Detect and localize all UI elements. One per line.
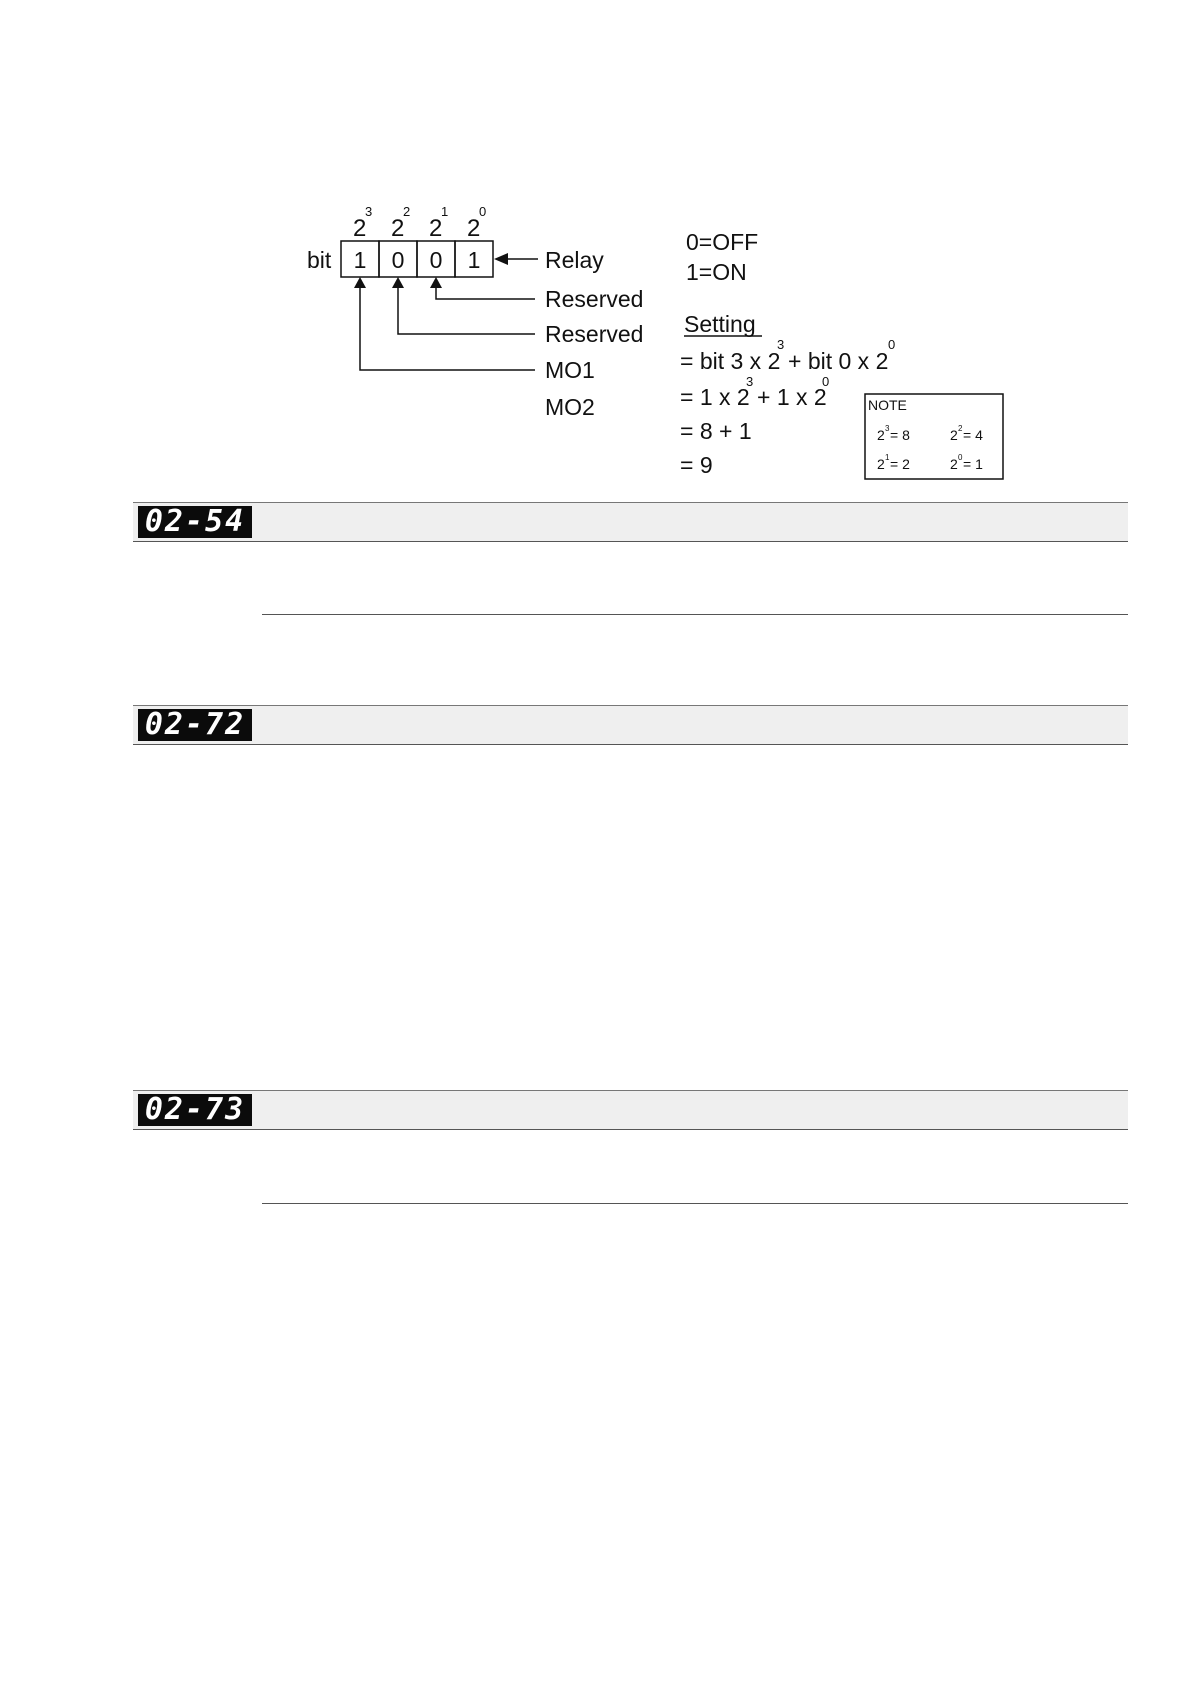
- setting-title: Setting: [684, 311, 756, 337]
- setting-line-3: = 8 + 1: [680, 418, 752, 444]
- power-base: 2: [467, 215, 481, 242]
- bit-setting-diagram: [0, 0, 1190, 500]
- setting-exponent: 3: [746, 374, 754, 389]
- power-base: 2: [353, 215, 367, 242]
- note-base: 2: [877, 456, 885, 472]
- parameter-header-02-54: [133, 502, 1128, 542]
- setting-line-2a: = 1 x 2: [680, 384, 750, 410]
- setting-line-1b: + bit 0 x 2: [788, 348, 889, 374]
- note-base: 2: [950, 427, 958, 443]
- note-value: = 8: [890, 427, 910, 443]
- arrow-head: [392, 277, 404, 288]
- power-exponent: 1: [441, 204, 449, 219]
- arrow-head: [430, 277, 442, 288]
- setting-line-4: = 9: [680, 452, 713, 478]
- power-exponent: 2: [403, 204, 411, 219]
- bit-value: 0: [429, 247, 443, 273]
- power-base: 2: [391, 215, 405, 242]
- arrow-head: [354, 277, 366, 288]
- reserved-1-line: [436, 287, 535, 299]
- connector-lines: [360, 259, 538, 370]
- parameter-header-02-72: [133, 705, 1128, 745]
- setting-line-2b: + 1 x 2: [757, 384, 827, 410]
- bit-label: bit: [307, 247, 332, 273]
- setting-exponent: 3: [777, 337, 785, 352]
- legend-off: 0=OFF: [686, 229, 759, 255]
- arrow-head: [494, 253, 508, 265]
- note-exponent: 1: [885, 453, 890, 462]
- parameter-code: 02-54: [138, 506, 252, 538]
- section-divider: [262, 1203, 1128, 1204]
- reserved-label: Reserved: [545, 321, 644, 347]
- parameter-code: 02-73: [138, 1094, 252, 1126]
- mo2-label: MO2: [545, 394, 595, 420]
- powers-row: [353, 204, 486, 242]
- setting-exponent: 0: [822, 374, 830, 389]
- note-exponent: 2: [958, 424, 963, 433]
- note-value: = 2: [890, 456, 910, 472]
- relay-label: Relay: [545, 247, 604, 273]
- note-base: 2: [877, 427, 885, 443]
- reserved-2-line: [398, 287, 535, 334]
- note-value: = 4: [963, 427, 983, 443]
- note-title: NOTE: [868, 397, 907, 413]
- parameter-code: 02-72: [138, 709, 252, 741]
- bit-value: 1: [467, 247, 481, 273]
- power-exponent: 0: [479, 204, 487, 219]
- section-divider: [262, 614, 1128, 615]
- note-base: 2: [950, 456, 958, 472]
- setting-exponent: 0: [888, 337, 896, 352]
- note-exponent: 3: [885, 424, 890, 433]
- power-base: 2: [429, 215, 443, 242]
- mo1-label: MO1: [545, 357, 595, 383]
- legend-on: 1=ON: [686, 259, 747, 285]
- reserved-label: Reserved: [545, 286, 644, 312]
- setting-line-1a: = bit 3 x 2: [680, 348, 781, 374]
- parameter-header-02-73: [133, 1090, 1128, 1130]
- power-exponent: 3: [365, 204, 373, 219]
- bit-value: 1: [353, 247, 367, 273]
- note-value: = 1: [963, 456, 983, 472]
- bit-value: 0: [391, 247, 405, 273]
- note-exponent: 0: [958, 453, 963, 462]
